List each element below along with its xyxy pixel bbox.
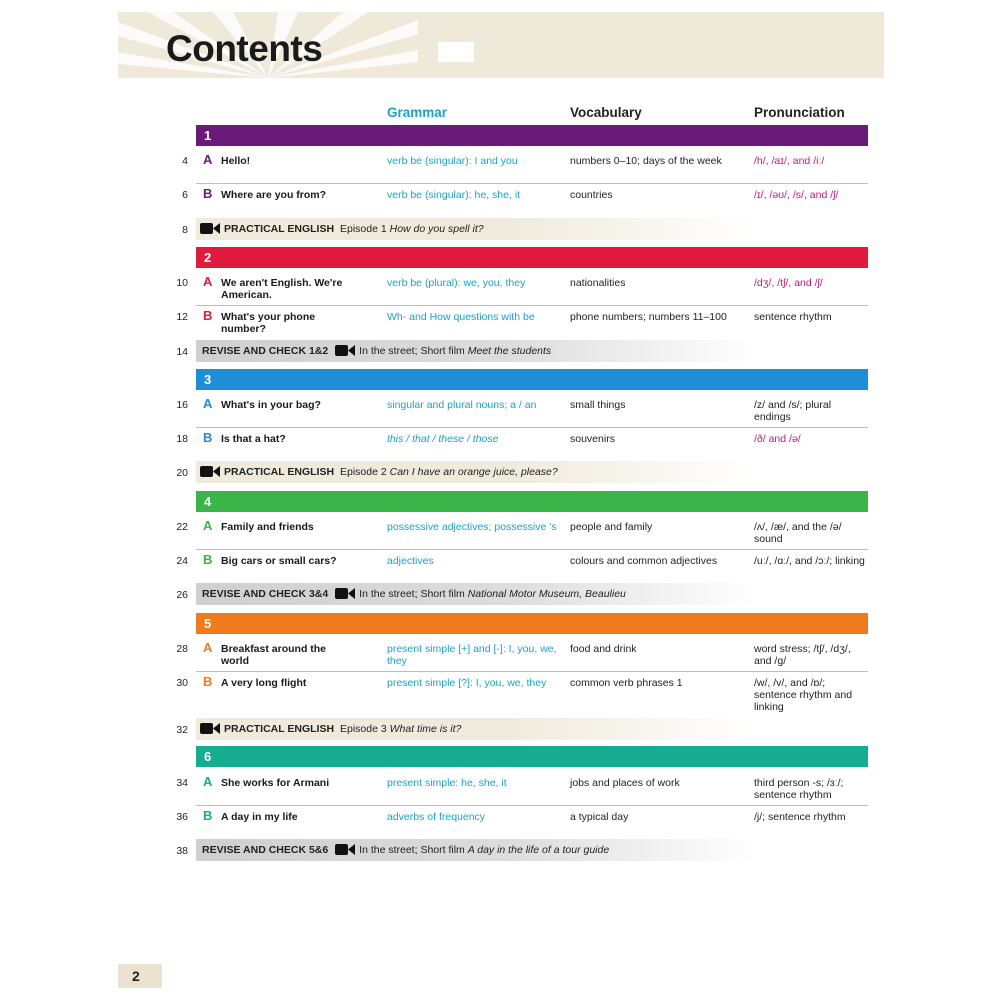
lesson-grammar: verb be (plural): we, you, they — [387, 277, 526, 289]
unit-bar-3 — [196, 369, 868, 390]
lesson-pronunciation: /w/, /v/, and /ɒ/; sentence rhythm and linking — [754, 677, 853, 713]
row-divider — [196, 549, 868, 550]
lesson-pronunciation: /h/, /aɪ/, and /iː/ — [754, 155, 825, 167]
lesson-letter: B — [203, 430, 213, 445]
unit-number: 1 — [204, 128, 212, 143]
page-number: 6 — [182, 189, 188, 201]
lesson-vocabulary: a typical day — [570, 811, 629, 823]
lesson-letter: B — [203, 308, 213, 323]
lesson-letter: B — [203, 674, 213, 689]
unit-bar-6 — [196, 746, 868, 767]
revise-and-check-strip[interactable] — [196, 340, 756, 362]
video-camera-icon — [200, 466, 220, 477]
lesson-letter: A — [203, 518, 213, 533]
video-camera-icon — [200, 223, 220, 234]
lesson-title: She works for Armani — [221, 777, 330, 789]
lesson-vocabulary: nationalities — [570, 277, 626, 289]
lesson-title: A day in my life — [221, 811, 298, 823]
page-number: 26 — [176, 589, 188, 601]
row-divider — [196, 805, 868, 806]
page-number: 20 — [176, 467, 188, 479]
strip-title: How do you spell it? — [389, 223, 484, 235]
title-banner — [118, 12, 884, 78]
unit-bar-4 — [196, 491, 868, 512]
lesson-grammar: adjectives — [387, 555, 434, 567]
lesson-letter: B — [203, 808, 213, 823]
lesson-title: What's in your bag? — [221, 399, 321, 411]
page-number: 32 — [176, 724, 188, 736]
lesson-title: Where are you from? — [221, 189, 327, 201]
practical-english-strip[interactable] — [196, 718, 756, 740]
page-number: 38 — [176, 845, 188, 857]
lesson-title: A very long flight — [221, 677, 307, 689]
strip-episode: In the street; Short film — [359, 844, 465, 856]
lesson-vocabulary: countries — [570, 189, 613, 201]
lesson-pronunciation: /ʌ/, /æ/, and the /ə/ sound — [754, 521, 842, 545]
row-divider — [196, 427, 868, 428]
practical-english-strip[interactable] — [196, 218, 756, 240]
lesson-title: We aren't English. We're American. — [221, 277, 343, 301]
pronunciation-column-header: Pronunciation — [754, 105, 845, 120]
strip-episode: Episode 1 — [339, 223, 387, 235]
lesson-grammar: possessive adjectives; possessive 's — [387, 521, 557, 533]
video-camera-icon — [335, 345, 355, 356]
page-number: 36 — [176, 811, 188, 823]
vocabulary-column-header: Vocabulary — [570, 105, 642, 120]
lesson-grammar: verb be (singular): I and you — [387, 155, 518, 167]
revise-and-check-strip[interactable] — [196, 839, 756, 861]
lesson-vocabulary: phone numbers; numbers 11–100 — [570, 311, 727, 323]
lesson-grammar: verb be (singular): he, she, it — [387, 189, 521, 201]
video-camera-icon — [200, 723, 220, 734]
lesson-title: Big cars or small cars? — [221, 555, 337, 567]
lesson-vocabulary: souvenirs — [570, 433, 615, 445]
page-number: 16 — [176, 399, 188, 411]
unit-number: 2 — [204, 250, 212, 265]
video-camera-icon — [335, 588, 355, 599]
lesson-title: Family and friends — [221, 521, 314, 533]
page-number: 14 — [176, 346, 188, 358]
strip-title: Can I have an orange juice, please? — [389, 466, 558, 478]
page-number: 30 — [176, 677, 188, 689]
lesson-letter: A — [203, 640, 213, 655]
unit-bar-2 — [196, 247, 868, 268]
lesson-pronunciation: /j/; sentence rhythm — [754, 811, 846, 823]
strip-title: What time is it? — [389, 723, 462, 735]
lesson-grammar: adverbs of frequency — [387, 811, 486, 823]
lesson-grammar: singular and plural nouns; a / an — [387, 399, 537, 411]
page-number: 12 — [176, 311, 188, 323]
page-number: 8 — [182, 224, 188, 236]
strip-label: REVISE AND CHECK 5&6 — [202, 844, 329, 856]
lesson-letter: A — [203, 152, 213, 167]
lesson-pronunciation: word stress; /tʃ/, /dʒ/, and /g/ — [754, 643, 851, 667]
page-number-footer: 2 — [118, 964, 162, 988]
practical-english-strip[interactable] — [196, 461, 756, 483]
video-camera-icon — [335, 844, 355, 855]
page-number: 22 — [176, 521, 188, 533]
unit-number: 5 — [204, 616, 212, 631]
row-divider — [196, 671, 868, 672]
lesson-vocabulary: numbers 0–10; days of the week — [570, 155, 722, 167]
page-title: Contents — [166, 28, 323, 69]
page-number: 4 — [182, 155, 188, 167]
unit-number: 6 — [204, 749, 212, 764]
lesson-pronunciation: /dʒ/, /tʃ/, and /ʃ/ — [754, 277, 823, 289]
unit-bar-5 — [196, 613, 868, 634]
grammar-column-header: Grammar — [387, 105, 448, 120]
lesson-grammar: this / that / these / those — [387, 433, 499, 445]
page-number: 34 — [176, 777, 188, 789]
strip-title: A day in the life of a tour guide — [467, 844, 610, 856]
lesson-grammar: Wh- and How questions with be — [387, 311, 535, 323]
strip-label: PRACTICAL ENGLISH — [224, 223, 335, 235]
lesson-pronunciation: /ɪ/, /əʊ/, /s/, and /ʃ/ — [754, 189, 839, 201]
row-divider — [196, 183, 868, 184]
lesson-letter: B — [203, 552, 213, 567]
lesson-pronunciation: sentence rhythm — [754, 311, 832, 323]
lesson-title: What's your phone number? — [221, 311, 316, 335]
unit-number: 3 — [204, 372, 212, 387]
lesson-letter: A — [203, 274, 213, 289]
lesson-letter: A — [203, 396, 213, 411]
row-divider — [196, 305, 868, 306]
page-number: 28 — [176, 643, 188, 655]
strip-title: Meet the students — [467, 345, 552, 357]
lesson-pronunciation: third person -s; /ɜː/; sentence rhythm — [754, 777, 844, 801]
lesson-vocabulary: colours and common adjectives — [570, 555, 718, 567]
page-number: 24 — [176, 555, 188, 567]
strip-episode: In the street; Short film — [359, 588, 465, 600]
lesson-title: Breakfast around the world — [221, 643, 327, 667]
strip-title: National Motor Museum, Beaulieu — [467, 588, 626, 600]
lesson-pronunciation: /z/ and /s/; plural endings — [754, 399, 832, 423]
lesson-title: Is that a hat? — [221, 433, 286, 445]
strip-episode: Episode 3 — [339, 723, 387, 735]
lesson-vocabulary: small things — [570, 399, 626, 411]
revise-and-check-strip[interactable] — [196, 583, 756, 605]
strip-label: REVISE AND CHECK 1&2 — [202, 345, 329, 357]
strip-episode: Episode 2 — [339, 466, 387, 478]
lesson-vocabulary: food and drink — [570, 643, 637, 655]
lesson-grammar: present simple [?]: I, you, we, they — [387, 677, 547, 689]
lesson-vocabulary: people and family — [570, 521, 653, 533]
strip-label: REVISE AND CHECK 3&4 — [202, 588, 329, 600]
strip-label: PRACTICAL ENGLISH — [224, 723, 335, 735]
page-number: 18 — [176, 433, 188, 445]
lesson-grammar: present simple [+] and [-]: I, you, we, they — [387, 643, 557, 667]
lesson-pronunciation: /uː/, /ɑː/, and /ɔː/; linking — [754, 555, 865, 567]
page-number: 10 — [176, 277, 188, 289]
unit-bar-1 — [196, 125, 868, 146]
lesson-pronunciation: /ð/ and /ə/ — [754, 433, 801, 445]
lesson-vocabulary: common verb phrases 1 — [570, 677, 683, 689]
unit-number: 4 — [204, 494, 212, 509]
lesson-grammar: present simple: he, she, it — [387, 777, 507, 789]
lesson-letter: A — [203, 774, 213, 789]
lesson-vocabulary: jobs and places of work — [570, 777, 680, 789]
lesson-title: Hello! — [221, 155, 251, 167]
banner-accent — [438, 42, 474, 62]
lesson-letter: B — [203, 186, 213, 201]
strip-episode: In the street; Short film — [359, 345, 465, 357]
strip-label: PRACTICAL ENGLISH — [224, 466, 335, 478]
